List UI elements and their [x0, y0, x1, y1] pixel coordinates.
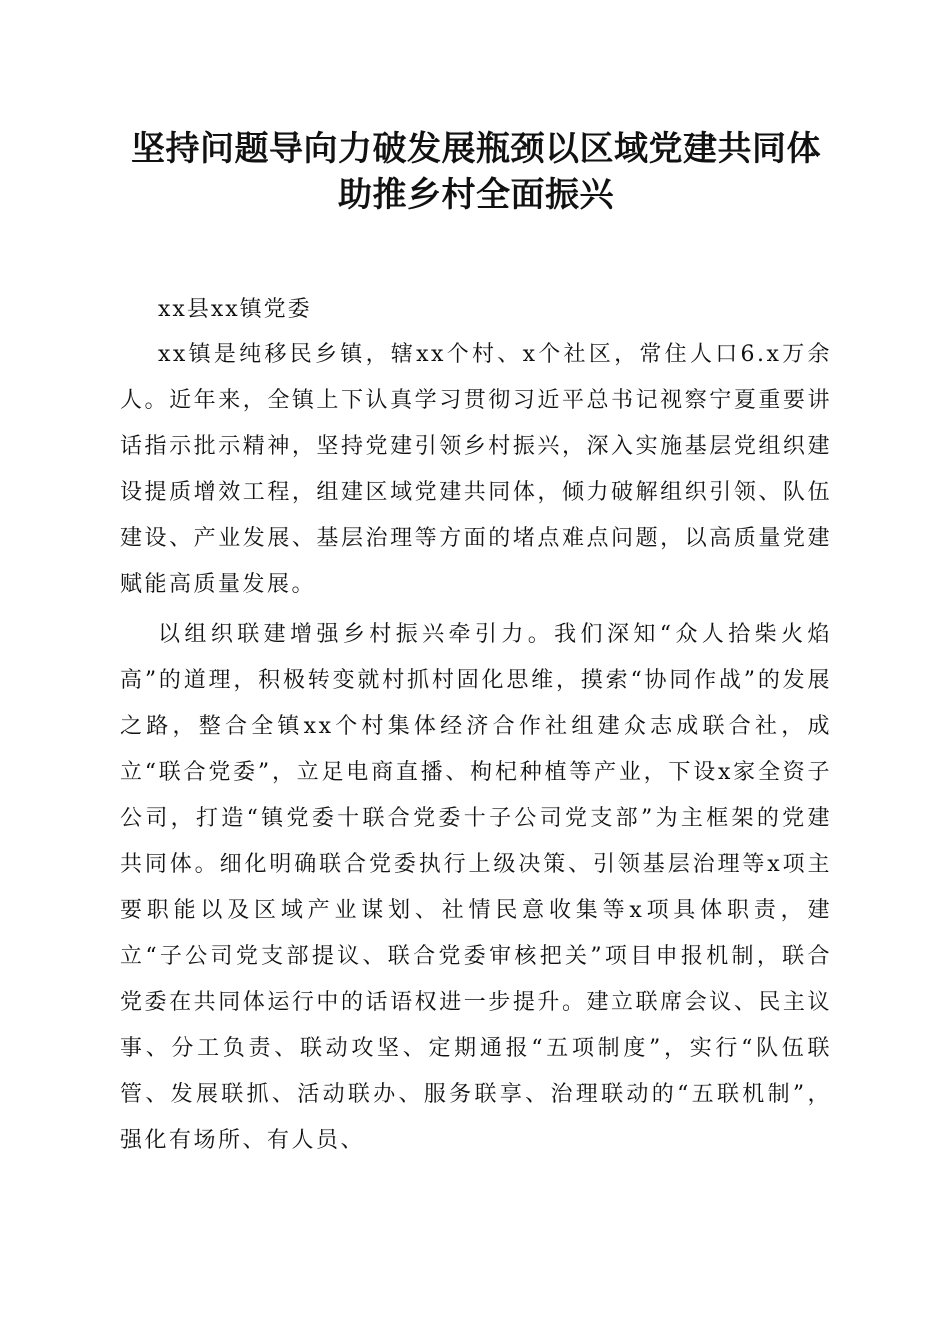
document-title — [120, 126, 832, 218]
document-page — [120, 126, 832, 1164]
paragraph-intro: xx镇是纯移民乡镇，辖xx个村、x个社区，常住人口6.x万余人。近年来，全镇上下认真学习贯彻习近平总书记视察宁夏重要讲话指示批示精神，坚持党建引领乡村振兴，深入实施基层党组织建设提质增效工程，组建区域党建共同体，倾力破解组织引领、队伍建设、产业发展、基层治理等方面的堵点难点问题，以高质量党建赋能高质量发展。 — [120, 342, 832, 597]
title-line-2: 助推乡村全面振兴 — [338, 175, 614, 215]
paragraph-organization: 以组织联建增强乡村振兴牵引力。我们深知“众人拾柴火焰高”的道理，积极转变就村抓村固化思维，摸索“协同作战”的发展之路，整合全镇xx个村集体经济合作社组建众志成联合社，成立“联合党委”，立足电商直播、枸杞种植等产业，下设x家全资子公司，打造“镇党委十联合党委十子公司党支部”为主框架的党建共同体。细化明确联合党委执行上级决策、引领基层治理等x项主要职能以及区域产业谋划、社情民意收集等x项具体职责，建立“子公司党支部提议、联合党委审核把关”项目申报机制，联合党委在共同体运行中的话语权进一步提升。建立联席会议、民主议事、分工负责、联动攻坚、定期通报“五项制度”，实行“队伍联管、发展联抓、活动联办、服务联享、治理联动的“五联机制”，强化有场所、有人员、 — [120, 622, 832, 1153]
title-line-1: 坚持问题导向力破发展瓶颈以区域党建共同体 — [131, 129, 821, 169]
author-line: xx县xx镇党委 — [158, 297, 312, 322]
